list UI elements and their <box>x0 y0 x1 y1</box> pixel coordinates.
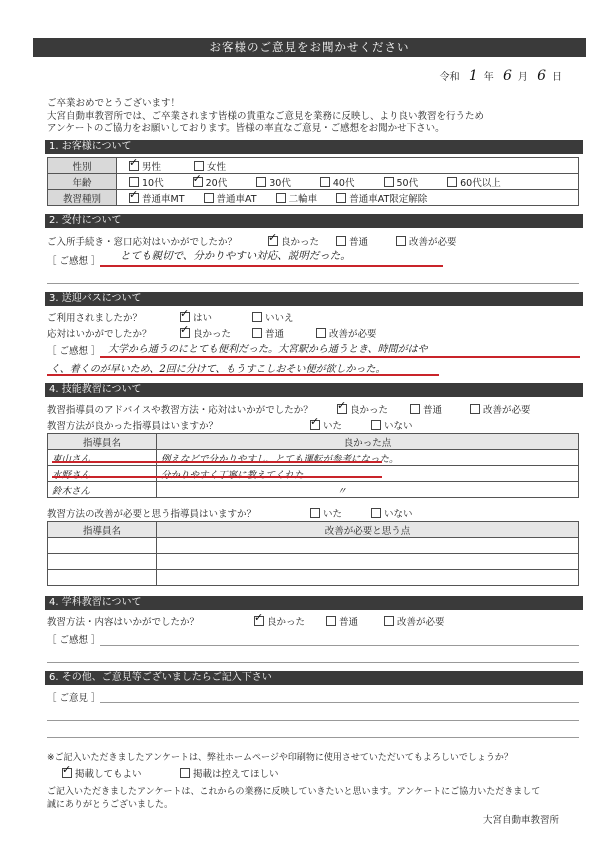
instructor-name-cell[interactable]: 東山さん <box>48 450 157 466</box>
checkbox-bad-instructor-no[interactable] <box>371 508 381 518</box>
underline-highlight <box>47 374 439 376</box>
age-label: 年齢 <box>48 174 117 190</box>
good-instructor-table <box>47 433 579 498</box>
option-label: 普通 <box>265 329 285 340</box>
option-label: 普通車MT <box>142 193 185 205</box>
underline-highlight <box>52 476 382 478</box>
improve-instructor-table <box>47 521 579 586</box>
gender-options <box>117 158 579 174</box>
organization-name: 大宮自動車教習所 <box>482 815 559 826</box>
intro-text <box>47 98 567 136</box>
checkbox-reception-improve[interactable] <box>396 236 406 246</box>
practical-q2: 教習方法が良かった指導員はいますか？ <box>47 421 219 432</box>
option-label: 普通 <box>423 405 443 416</box>
option-label: 改善が必要 <box>329 329 377 340</box>
date-year-unit: 年 <box>483 72 494 83</box>
checkbox-reception-normal[interactable] <box>336 236 346 246</box>
option-label: 良かった <box>267 617 306 628</box>
table-header <box>48 434 579 450</box>
option-label: 掲載は控えてほしい <box>193 769 279 780</box>
option-label: 改善が必要 <box>409 237 457 248</box>
section-title: 6. その他、ご意見等ございましたらご記入下さい <box>49 672 272 683</box>
checkbox-shuttle-good[interactable] <box>180 328 190 338</box>
header-improve-point: 改善が必要と思う点 <box>157 522 579 538</box>
header-instructor-name: 指導員名 <box>48 522 157 538</box>
classroom-question: 教習方法・内容はいかがでしたか？ <box>47 617 200 628</box>
checkbox-shuttle-improve[interactable] <box>316 328 326 338</box>
date-month-unit: 月 <box>517 72 528 83</box>
instructor-name-cell[interactable] <box>48 554 157 570</box>
checkbox-publish-no[interactable] <box>180 768 190 778</box>
checkbox-age-10s[interactable] <box>129 177 139 187</box>
table-row <box>48 538 579 554</box>
comment-label: ［ ご意見 ］ <box>47 693 101 704</box>
instructor-name-cell[interactable]: 鈴木さん <box>48 482 157 498</box>
option-label: 男性 <box>142 161 162 173</box>
section-practical-header <box>45 383 583 397</box>
section-title: 3. 送迎バスについて <box>49 293 142 304</box>
underline-highlight <box>52 461 382 463</box>
checkbox-at[interactable] <box>204 193 214 203</box>
writing-line[interactable] <box>47 662 579 663</box>
checkbox-age-50s[interactable] <box>384 177 394 187</box>
form-title-banner <box>33 38 586 57</box>
form-title: お客様のご意見をお聞かせください <box>209 40 410 54</box>
option-label: はい <box>193 313 213 324</box>
checkbox-good-instructor-yes[interactable] <box>310 420 320 430</box>
course-options <box>117 190 579 206</box>
instructor-name-cell[interactable] <box>48 538 157 554</box>
gender-row <box>48 158 579 174</box>
section-title: 4. 学科教習について <box>49 597 142 608</box>
date-day-unit: 日 <box>552 72 562 83</box>
option-label: 女性 <box>207 161 227 173</box>
writing-line <box>47 283 579 284</box>
table-row <box>48 466 579 482</box>
gender-label: 性別 <box>48 158 117 174</box>
checkbox-at-lift[interactable] <box>336 193 346 203</box>
option-label: 30代 <box>269 177 291 189</box>
writing-line[interactable] <box>100 645 579 646</box>
underline-highlight <box>100 265 443 267</box>
checkbox-shuttle-no[interactable] <box>252 312 262 322</box>
header-instructor-name: 指導員名 <box>48 434 157 450</box>
good-point-cell[interactable]: 分かりやすく丁寧に教えてくれた <box>157 466 579 482</box>
option-label: 普通車AT <box>216 193 257 205</box>
checkbox-good-instructor-no[interactable] <box>371 420 381 430</box>
checkbox-practical-normal[interactable] <box>410 404 420 414</box>
section-other-header <box>45 671 583 685</box>
date-era: 令和 <box>439 72 460 83</box>
checkbox-motorcycle[interactable] <box>276 193 286 203</box>
option-label: 良かった <box>281 237 320 248</box>
instructor-name-cell[interactable] <box>48 570 157 586</box>
underline-highlight <box>100 356 580 358</box>
intro-line: アンケートのご協力をお願いしております。皆様の率直なご意見・ご感想をお聞かせ下さい。 <box>47 123 445 134</box>
shuttle-comment-line1[interactable]: 大学から通うのにとても便利だった。大宮駅から通うとき、時間がはや <box>108 344 428 355</box>
writing-line[interactable] <box>100 702 579 703</box>
intro-line: 大宮自動車教習所では、ご卒業されます皆様の貴重なご意見を業務に反映し、より良い教習を行うため <box>47 110 485 122</box>
publication-question: ※ご記入いただきましたアンケートは、弊社ホームページや印刷物に使用させていただいてもよろしいでしょうか？ <box>47 753 513 763</box>
reception-question: ご入所手続き・窓口応対はいかがでしたか？ <box>47 237 238 248</box>
option-label: 二輪車 <box>288 193 318 205</box>
checkbox-practical-improve[interactable] <box>470 404 480 414</box>
checkbox-classroom-normal[interactable] <box>326 616 336 626</box>
table-row <box>48 450 579 466</box>
writing-line[interactable] <box>47 720 579 721</box>
option-label: 50代 <box>396 177 419 189</box>
section-reception-header <box>45 214 583 228</box>
date-month: 6 <box>502 68 512 84</box>
checkbox-male[interactable] <box>129 161 139 171</box>
thanks-line: ご記入いただきましたアンケートは、これからの業務に反映していきたいと思います。アンケートにご協力いただきまして <box>47 787 541 797</box>
option-label: 40代 <box>332 177 355 189</box>
section-title: 1. お客様について <box>49 141 132 152</box>
option-label: 20代 <box>205 177 228 189</box>
option-label: 普通 <box>339 617 359 628</box>
customer-info-table <box>47 157 579 206</box>
checkbox-age-20s[interactable] <box>193 177 203 187</box>
section-title: 4. 技能教習について <box>49 384 142 395</box>
writing-line[interactable] <box>47 737 579 738</box>
good-point-cell[interactable]: 〃 <box>157 482 579 498</box>
checkbox-practical-good[interactable] <box>337 404 347 414</box>
checkbox-classroom-good[interactable] <box>254 616 264 626</box>
option-label: 改善が必要 <box>483 405 531 416</box>
section-classroom-header <box>45 596 583 610</box>
comment-label: ［ ご感想 ］ <box>47 256 101 267</box>
checkbox-age-30s[interactable] <box>256 177 266 187</box>
intro-line: ご卒業おめでとうございます！ <box>47 98 181 109</box>
option-label: いた <box>323 509 343 520</box>
improve-point-cell[interactable] <box>157 538 579 554</box>
date-field <box>440 68 562 84</box>
reception-comment[interactable]: とても親切で、分かりやすい対応、説明だった。 <box>120 250 351 262</box>
checkbox-female[interactable] <box>194 161 204 171</box>
instructor-name-cell[interactable]: 水野さん <box>48 466 157 482</box>
option-label: 60代以上 <box>460 177 501 189</box>
course-label: 教習種別 <box>48 190 117 206</box>
comment-label: ［ ご感想 ］ <box>47 346 101 357</box>
table-row <box>48 554 579 570</box>
comment-label: ［ ご感想 ］ <box>47 635 101 646</box>
date-year: 1 <box>468 68 478 84</box>
table-row <box>48 570 579 586</box>
checkbox-mt[interactable] <box>129 193 139 203</box>
shuttle-comment-line2[interactable]: く、着くのが早いため、2回に分けて、もうすこしおそい便が欲しかった。 <box>50 364 386 375</box>
checkbox-age-40s[interactable] <box>320 177 330 187</box>
option-label: 普通車AT限定解除 <box>349 193 428 205</box>
checkbox-classroom-improve[interactable] <box>384 616 394 626</box>
good-point-cell[interactable]: 例えなどで分かりやすし、とても運転が参考になった。 <box>157 450 579 466</box>
thanks-line: 誠にありがとうございました。 <box>47 800 174 810</box>
checkbox-shuttle-normal[interactable] <box>252 328 262 338</box>
option-label: 10代 <box>142 177 164 189</box>
section-title: 2. 受付について <box>49 215 122 226</box>
shuttle-q1: ご利用されましたか？ <box>47 313 143 324</box>
age-options <box>117 174 579 190</box>
checkbox-shuttle-yes[interactable] <box>180 312 190 322</box>
age-row <box>48 174 579 190</box>
section-customer-header <box>45 140 583 154</box>
option-label: 普通 <box>349 237 369 248</box>
table-header <box>48 522 579 538</box>
checkbox-age-60plus[interactable] <box>447 177 457 187</box>
table-row <box>48 482 579 498</box>
option-label: 良かった <box>350 405 389 416</box>
option-label: いない <box>384 509 413 520</box>
option-label: 改善が必要 <box>397 617 445 628</box>
option-label: 良かった <box>193 329 232 340</box>
checkbox-publish-ok[interactable] <box>62 768 72 778</box>
option-label: いない <box>384 421 413 432</box>
practical-q1: 教習指導員のアドバイスや教習方法・応対はいかがでしたか？ <box>47 405 313 416</box>
course-row <box>48 190 579 206</box>
header-good-point: 良かった点 <box>157 434 579 450</box>
checkbox-reception-good[interactable] <box>268 236 278 246</box>
option-label: 掲載してもよい <box>75 769 142 780</box>
practical-q3: 教習方法の改善が必要と思う指導員はいますか？ <box>47 509 257 520</box>
improve-point-cell[interactable] <box>157 554 579 570</box>
checkbox-bad-instructor-yes[interactable] <box>310 508 320 518</box>
section-shuttle-header <box>45 292 583 306</box>
shuttle-q2: 応対はいかがでしたか？ <box>47 329 152 340</box>
date-day: 6 <box>537 68 546 84</box>
option-label: いいえ <box>265 313 294 324</box>
improve-point-cell[interactable] <box>157 570 579 586</box>
option-label: いた <box>323 421 343 432</box>
